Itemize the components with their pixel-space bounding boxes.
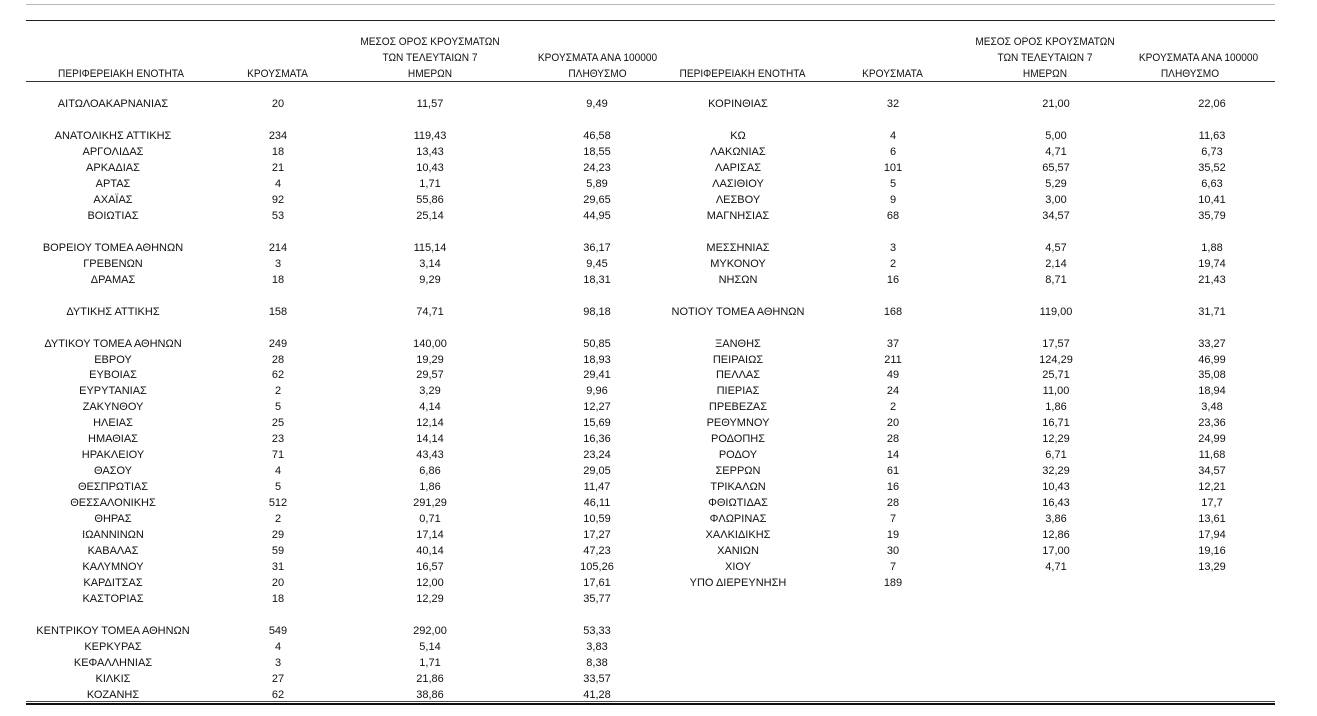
cell-region: ΣΕΡΡΩΝ [715,465,761,478]
cell-cases: 59 [271,545,285,558]
cell-per100k: 12,21 [1198,481,1226,494]
cell-per100k: 17,27 [583,529,611,542]
cell-avg: 1,71 [419,656,441,669]
cell-avg: 43,43 [416,449,444,462]
cell-avg: 6,71 [1045,449,1067,462]
header-region: ΠΕΡΙΦΕΡΕΙΑΚΗ ΕΝΟΤΗΤΑ [679,68,806,80]
cell-region: ΠΕΛΛΑΣ [715,369,761,382]
cell-cases: 5 [274,401,282,414]
cell-avg: 5,14 [419,640,441,653]
cell-cases: 31 [271,561,285,574]
cell-region: ΧΙΟΥ [725,561,751,574]
header-avg-line3: ΗΜΕΡΩΝ [407,68,453,80]
cell-cases: 5 [274,481,282,494]
cell-cases: 23 [271,433,285,446]
cell-avg: 4,71 [1045,561,1067,574]
cell-per100k: 46,99 [1198,353,1226,366]
cell-avg: 115,14 [413,241,447,254]
cell-per100k: 34,57 [1198,465,1226,478]
cell-region: ΜΑΓΝΗΣΙΑΣ [706,209,770,222]
cell-avg: 19,29 [416,353,444,366]
cell-cases: 3 [274,656,282,669]
cell-avg: 291,29 [413,497,447,510]
cell-avg: 10,43 [1042,481,1070,494]
cell-avg: 8,71 [1045,273,1067,286]
cell-cases: 28 [271,353,285,366]
cell-cases: 549 [268,625,288,637]
cell-region: ΗΛΕΙΑΣ [93,417,133,430]
cell-avg: 11,57 [416,98,444,110]
cell-avg: 40,14 [416,545,444,558]
cell-cases: 20 [886,417,900,430]
cell-per100k: 50,85 [583,337,611,350]
cell-cases: 18 [271,273,285,286]
cell-cases: 61 [886,465,900,478]
cell-cases: 2 [889,257,897,270]
cell-per100k: 5,89 [586,177,608,190]
header-per100k-line1: ΚΡΟΥΣΜΑΤΑ ΑΝΑ 100000 [537,52,658,64]
cell-per100k: 11,63 [1198,129,1226,142]
cell-avg: 1,86 [1045,401,1067,414]
cell-cases: 211 [884,353,902,366]
header-avg-line2: ΤΩΝ ΤΕΛΕΥΤΑΙΩΝ 7 [997,52,1093,64]
cell-avg: 17,14 [416,529,444,542]
cell-region: ΚΟΖΑΝΗΣ [86,688,140,701]
cell-cases: 7 [889,561,897,574]
cell-cases: 16 [886,273,900,286]
cell-avg: 65,57 [1042,161,1070,174]
header-avg-line3: ΗΜΕΡΩΝ [1022,68,1068,80]
cell-cases: 37 [886,337,900,350]
cell-per100k: 29,41 [583,369,611,382]
cell-cases: 18 [271,593,285,606]
cell-per100k: 23,36 [1198,417,1226,430]
cell-avg: 16,57 [416,561,444,574]
cell-avg: 3,14 [419,257,441,270]
header-per100k-line1: ΚΡΟΥΣΜΑΤΑ ΑΝΑ 100000 [1138,52,1259,64]
cell-cases: 512 [268,497,288,510]
cell-per100k: 46,11 [583,497,611,510]
cell-region: ΚΩ [730,129,746,142]
cell-per100k: 9,96 [586,385,608,398]
cell-per100k: 23,24 [583,449,611,462]
cell-avg: 16,71 [1042,417,1070,430]
cell-region: ΠΡΕΒΕΖΑΣ [708,401,768,414]
cell-avg: 2,14 [1045,257,1067,270]
cell-region: ΘΕΣΠΡΩΤΙΑΣ [77,481,149,494]
cell-region: ΛΕΣΒΟΥ [715,193,761,206]
cell-cases: 2 [274,513,282,526]
cell-per100k: 17,94 [1198,529,1226,542]
cell-cases: 158 [268,305,288,318]
cell-region: ΚΑΒΑΛΑΣ [87,545,139,558]
cell-cases: 53 [271,209,285,222]
cell-per100k: 18,94 [1198,385,1226,398]
cell-per100k: 8,38 [586,656,608,669]
cell-region: ΔΥΤΙΚΗΣ ΑΤΤΙΚΗΣ [66,305,160,318]
cell-cases: 25 [271,417,285,430]
cell-region: ΔΡΑΜΑΣ [90,273,136,286]
cell-region: ΘΕΣΣΑΛΟΝΙΚΗΣ [70,497,156,510]
header-avg-line1: ΜΕΣΟΣ ΟΡΟΣ ΚΡΟΥΣΜΑΤΩΝ [360,36,500,48]
cell-cases: 32 [886,98,900,110]
cell-avg: 3,86 [1045,513,1067,526]
cell-region: ΕΒΡΟΥ [94,353,132,366]
cell-per100k: 22,06 [1198,98,1226,110]
cell-avg: 17,00 [1042,545,1070,558]
cell-cases: 71 [271,449,285,462]
cell-per100k: 10,41 [1198,193,1226,206]
cell-avg: 25,14 [416,209,444,222]
cell-region: ΛΑΚΩΝΙΑΣ [710,145,766,158]
cell-cases: 3 [274,257,282,270]
cell-cases: 189 [883,577,903,590]
top-grey-rule [26,4,1275,5]
cell-avg: 13,43 [416,145,444,158]
cell-avg: 0,71 [419,513,441,526]
cell-avg: 4,57 [1045,241,1067,254]
cell-avg: 10,43 [416,161,444,174]
cell-cases: 18 [271,145,285,158]
header-avg-line2: ΤΩΝ ΤΕΛΕΥΤΑΙΩΝ 7 [382,52,478,64]
table-top-rule [26,20,1275,21]
cell-per100k: 98,18 [583,305,611,318]
cell-region: ΑΡΚΑΔΙΑΣ [86,161,140,174]
cell-per100k: 35,77 [583,593,611,606]
cell-avg: 21,86 [416,672,444,685]
cell-per100k: 44,95 [583,209,611,222]
cell-cases: 28 [886,433,900,446]
cell-per100k: 29,65 [583,193,611,206]
cell-cases: 29 [271,529,285,542]
cell-avg: 119,00 [1039,305,1073,318]
cell-per100k: 3,83 [586,640,608,653]
cell-per100k: 31,71 [1198,305,1226,318]
cell-region: ΑΙΤΩΛΟΑΚΑΡΝΑΝΙΑΣ [57,98,169,110]
cell-region: ΑΡΤΑΣ [95,177,131,190]
cell-per100k: 18,31 [583,273,611,286]
cell-region: ΚΕΡΚΥΡΑΣ [84,640,142,653]
cell-avg: 12,00 [416,577,444,590]
cell-avg: 124,29 [1039,353,1073,366]
cell-region: ΑΡΓΟΛΙΔΑΣ [82,145,144,158]
cell-region: ΝΗΣΩΝ [718,273,758,286]
cell-per100k: 35,08 [1198,369,1226,382]
cell-per100k: 24,23 [583,161,611,174]
cell-per100k: 13,29 [1198,561,1226,574]
cell-cases: 249 [268,337,288,350]
cell-region: ΚΑΣΤΟΡΙΑΣ [82,593,144,606]
cell-per100k: 19,16 [1198,545,1226,558]
cell-region: ΚΑΛΥΜΝΟΥ [82,561,144,574]
cell-per100k: 19,74 [1198,257,1226,270]
cell-region: ΘΗΡΑΣ [94,513,132,526]
cell-region: ΠΕΙΡΑΙΩΣ [712,353,764,366]
cell-region: ΜΕΣΣΗΝΙΑΣ [706,241,770,254]
cell-region: ΞΑΝΘΗΣ [715,337,761,350]
header-avg-line1: ΜΕΣΟΣ ΟΡΟΣ ΚΡΟΥΣΜΑΤΩΝ [975,36,1115,48]
header-per100k-line2: ΠΛΗΘΥΣΜΟ [1160,68,1220,80]
cell-region: ΖΑΚΥΝΘΟΥ [82,401,144,414]
cell-region: ΦΛΩΡΙΝΑΣ [709,513,767,526]
cell-per100k: 18,93 [583,353,611,366]
table-bottom-rule-thick [26,703,1275,705]
cell-region: ΚΕΝΤΡΙΚΟΥ ΤΟΜΕΑ ΑΘΗΝΩΝ [36,625,190,637]
cell-cases: 9 [889,193,897,206]
cell-avg: 5,29 [1045,177,1067,190]
cell-avg: 140,00 [413,337,447,350]
cell-region: ΔΥΤΙΚΟΥ ΤΟΜΕΑ ΑΘΗΝΩΝ [44,337,182,350]
cell-avg: 12,86 [1042,529,1070,542]
cell-region: ΒΟΡΕΙΟΥ ΤΟΜΕΑ ΑΘΗΝΩΝ [42,241,184,254]
cell-region: ΕΥΡΥΤΑΝΙΑΣ [79,385,147,398]
cell-region: ΚΑΡΔΙΤΣΑΣ [83,577,143,590]
cell-avg: 5,00 [1045,129,1067,142]
cell-region: ΤΡΙΚΑΛΩΝ [710,481,766,494]
cell-region: ΚΙΛΚΙΣ [95,672,131,685]
cell-avg: 1,71 [419,177,441,190]
cell-per100k: 24,99 [1198,433,1226,446]
header-region: ΠΕΡΙΦΕΡΕΙΑΚΗ ΕΝΟΤΗΤΑ [58,68,184,80]
cell-per100k: 36,17 [583,241,611,254]
cell-per100k: 11,68 [1198,449,1226,462]
cell-region: ΦΘΙΩΤΙΔΑΣ [708,497,768,510]
cell-cases: 28 [886,497,900,510]
cell-cases: 4 [274,640,282,653]
cell-cases: 168 [883,305,903,318]
cell-avg: 16,43 [1042,497,1070,510]
cell-avg: 1,86 [419,481,441,494]
cell-per100k: 6,73 [1201,145,1223,158]
cell-cases: 27 [271,672,285,685]
cell-region: ΑΧΑΪΑΣ [93,193,133,206]
cell-per100k: 15,69 [583,417,611,430]
cell-region: ΛΑΡΙΣΑΣ [714,161,761,174]
cell-per100k: 11,47 [583,481,611,494]
cell-per100k: 6,63 [1201,177,1223,190]
cell-region: ΧΑΛΚΙΔΙΚΗΣ [705,529,771,542]
cell-cases: 4 [889,129,897,142]
cell-region: ΡΕΘΥΜΝΟΥ [706,417,770,430]
cell-avg: 32,29 [1042,465,1070,478]
cell-cases: 24 [886,385,900,398]
cell-region: ΘΑΣΟΥ [93,465,133,478]
cell-per100k: 29,05 [583,465,611,478]
cell-per100k: 9,45 [586,257,608,270]
cell-cases: 7 [889,513,897,526]
cell-region: ΕΥΒΟΙΑΣ [89,369,137,382]
cell-region: ΠΙΕΡΙΑΣ [716,385,760,398]
cell-avg: 74,71 [416,305,444,318]
cell-avg: 34,57 [1042,209,1070,222]
cell-cases: 2 [274,385,282,398]
cell-avg: 6,86 [419,465,441,478]
cell-per100k: 105,26 [580,561,614,574]
cell-avg: 55,86 [416,193,444,206]
header-per100k-line2: ΠΛΗΘΥΣΜΟ [568,68,627,80]
cell-cases: 4 [274,177,282,190]
cell-region: ΥΠΟ ΔΙΕΡΕΥΝΗΣΗ [689,577,787,590]
cell-cases: 21 [271,161,285,174]
cell-avg: 9,29 [419,273,441,286]
cell-per100k: 47,23 [583,545,611,558]
cell-cases: 2 [889,401,897,414]
cell-per100k: 41,28 [583,688,611,701]
header-cases: ΚΡΟΥΣΜΑΤΑ [862,68,923,80]
cell-per100k: 9,49 [586,98,608,110]
header-cases: ΚΡΟΥΣΜΑΤΑ [247,68,308,80]
cell-avg: 292,00 [413,625,447,637]
cell-per100k: 18,55 [583,145,611,158]
cell-avg: 25,71 [1042,369,1070,382]
cell-cases: 19 [886,529,900,542]
cell-per100k: 1,88 [1201,241,1223,254]
cell-region: ΡΟΔΟΠΗΣ [710,433,766,446]
cell-per100k: 33,27 [1198,337,1226,350]
cell-region: ΛΑΣΙΘΙΟΥ [712,177,764,190]
cell-region: ΓΡΕΒΕΝΩΝ [83,257,143,270]
cell-region: ΚΕΦΑΛΛΗΝΙΑΣ [73,656,153,669]
cell-cases: 92 [271,193,285,206]
cell-avg: 17,57 [1042,337,1070,350]
cell-avg: 12,29 [416,593,444,606]
cell-cases: 62 [271,688,285,701]
cell-avg: 21,00 [1042,98,1070,110]
cell-cases: 20 [271,577,285,590]
cell-region: ΒΟΙΩΤΙΑΣ [87,209,139,222]
cell-cases: 4 [274,465,282,478]
cell-cases: 6 [889,145,897,158]
cell-region: ΜΥΚΟΝΟΥ [710,257,766,270]
cell-region: ΚΟΡΙΝΘΙΑΣ [708,98,768,110]
cell-region: ΙΩΑΝΝΙΝΩΝ [82,529,144,542]
cell-region: ΝΟΤΙΟΥ ΤΟΜΕΑ ΑΘΗΝΩΝ [671,305,805,318]
cell-cases: 68 [886,209,900,222]
cell-region: ΡΟΔΟΥ [718,449,758,462]
cell-cases: 3 [889,241,897,254]
cell-per100k: 46,58 [583,129,611,142]
cell-per100k: 17,7 [1201,497,1223,510]
cell-cases: 49 [886,369,900,382]
cell-region: ΧΑΝΙΩΝ [717,545,759,558]
cell-avg: 3,29 [419,385,441,398]
cell-per100k: 35,79 [1198,209,1226,222]
cell-region: ΗΜΑΘΙΑΣ [88,433,138,446]
cell-cases: 5 [889,177,897,190]
cell-per100k: 16,36 [583,433,611,446]
cell-cases: 30 [886,545,900,558]
cell-cases: 16 [886,481,900,494]
cell-region: ΗΡΑΚΛΕΙΟΥ [81,449,145,462]
cell-avg: 11,00 [1042,385,1070,398]
cell-avg: 119,43 [413,129,447,142]
cell-avg: 38,86 [416,688,444,701]
cell-per100k: 33,57 [583,672,611,685]
cell-per100k: 17,61 [583,577,611,590]
cell-avg: 14,14 [416,433,444,446]
cell-avg: 3,00 [1045,193,1067,206]
cell-cases: 101 [883,161,903,174]
cell-cases: 20 [271,98,285,110]
cell-per100k: 53,33 [583,625,611,637]
cell-per100k: 13,61 [1198,513,1226,526]
cell-avg: 12,14 [416,417,444,430]
cell-region: ΑΝΑΤΟΛΙΚΗΣ ΑΤΤΙΚΗΣ [54,129,172,142]
cell-cases: 62 [271,369,285,382]
cell-cases: 234 [268,129,288,142]
cell-per100k: 3,48 [1201,401,1223,414]
cell-cases: 214 [268,241,288,254]
cell-per100k: 35,52 [1198,161,1226,174]
cell-per100k: 10,59 [583,513,611,526]
cell-cases: 14 [886,449,900,462]
cell-per100k: 21,43 [1198,273,1226,286]
cell-avg: 12,29 [1042,433,1070,446]
cell-avg: 4,71 [1045,145,1067,158]
cell-avg: 29,57 [416,369,444,382]
cell-avg: 4,14 [419,401,441,414]
cell-per100k: 12,27 [583,401,611,414]
